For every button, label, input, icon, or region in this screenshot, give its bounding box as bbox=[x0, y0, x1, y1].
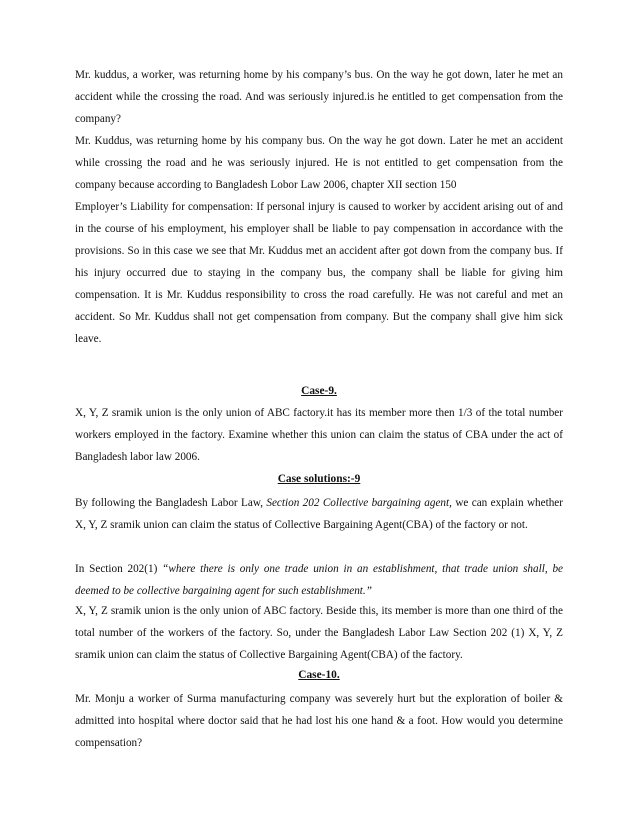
sol-p2-quote: “where there is only one trade union in an establishment, that trade union shall, be deemed to be collective bargaining agent for such establishment.” bbox=[75, 563, 563, 597]
case9-question: X, Y, Z sramik union is the only union of ABC factory.it has its member more then 1/3 of the total number workers employed in the factory. Examine whether this union can claim the status of CBA under the act of Bangladesh labor law 2006. bbox=[75, 407, 563, 463]
case8-question: Mr. kuddus, a worker, was returning home by his company’s bus. On the way he got down, later he met an accident while the crossing the road. And was seriously injured.is he entitled to get compensation from the company? bbox=[75, 69, 563, 125]
case10-question: Mr. Monju a worker of Surma manufacturing company was severely hurt but the exploration of boiler & admitted into hospital where doctor said that he had lost his one hand & a foot. How would you determine compensation? bbox=[75, 693, 563, 749]
case9-solution-quote bbox=[75, 558, 563, 602]
case9-solution-conclusion: X, Y, Z sramik union is the only union of ABC factory. Beside this, its member is more than one third of the total number of the workers of the factory. So, under the Bangladesh Labor Law Section 202 (1) X, Y, Z sramik union can claim the status of Collective Bargaining Agent(CBA) of the factory. bbox=[75, 605, 563, 661]
case8-answer-body: Employer’s Liability for compensation: If personal injury is caused to worker by accident arising out of and in the course of his employment, his employer shall be liable to pay compensation in accordance with the provisions. So in this case we see that Mr. Kuddus met an accident after got down from the company bus. If his injury occurred due to staying in the company bus, the company shall be liable for giving him compensation. It is Mr. Kuddus responsibility to cross the road carefully. He was not careful and met an accident. So Mr. Kuddus shall not get compensation from company. But the company shall give him sick leave. bbox=[75, 201, 563, 345]
sol-p1-text: By following the Bangladesh Labor Law, bbox=[75, 497, 267, 509]
case9-heading: Case-9. bbox=[301, 385, 337, 397]
sol-p1-text-end: we can explain whether X, Y, Z sramik union can claim the status of Collective Bargaining Agent(CBA) of the factory or not. bbox=[75, 497, 563, 531]
sol-p2-text: In Section 202(1) bbox=[75, 563, 163, 575]
case9-solution-heading: Case solutions:-9 bbox=[277, 473, 361, 485]
case10-heading: Case-10. bbox=[298, 669, 340, 681]
sol-p1-section-ref: Section 202 Collective bargaining agent, bbox=[266, 497, 452, 509]
case9-solution-paragraph-1 bbox=[75, 492, 563, 536]
case8-answer-intro: Mr. Kuddus, was returning home by his company bus. On the way he got down. Later he met an accident while crossing the road and he was seriously injured. He is not entitled to get compensation from the company because according to Bangladesh Lobor Law 2006, chapter XII section 150 bbox=[75, 135, 563, 191]
